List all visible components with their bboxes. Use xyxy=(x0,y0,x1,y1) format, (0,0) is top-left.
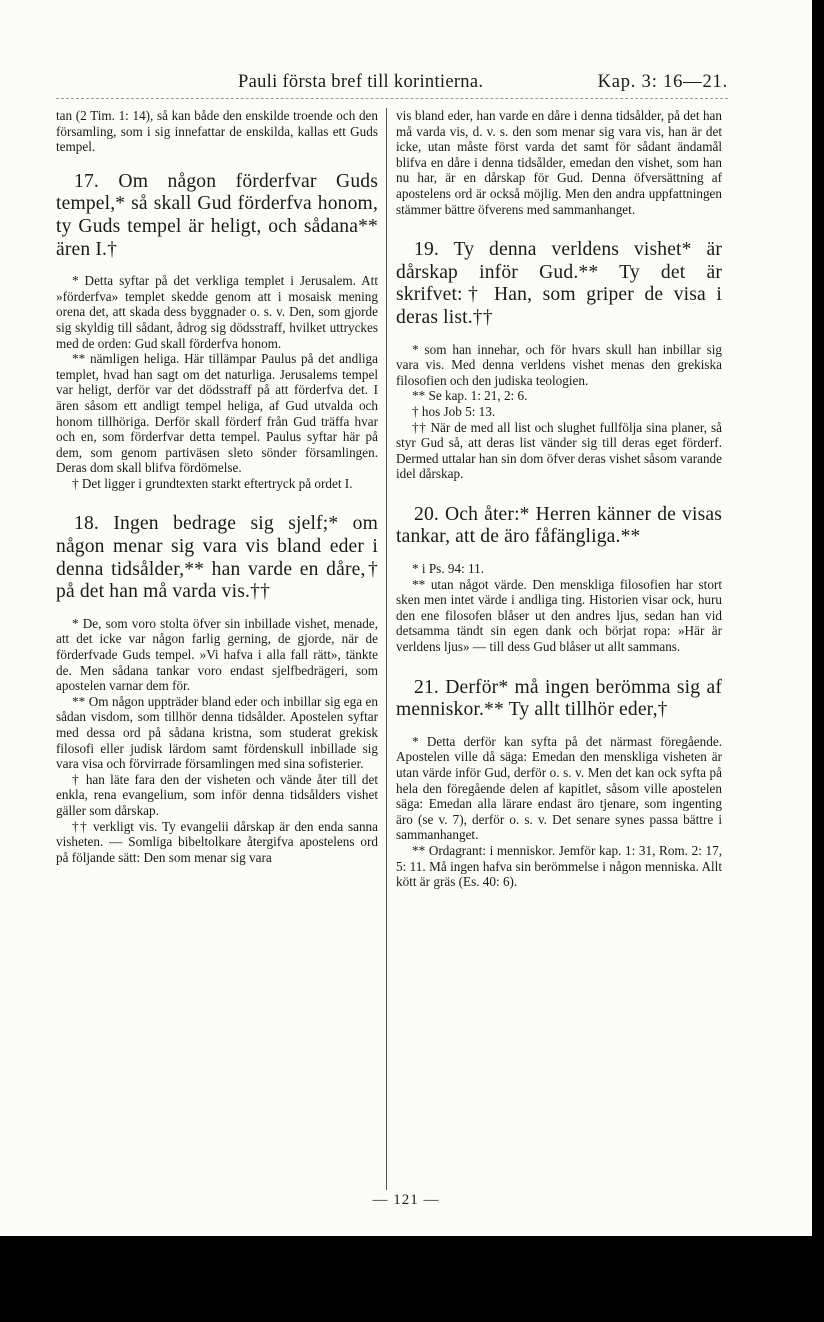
verse-20: 20. Och åter:* Herren känner de visas tankar, att de äro fåfängliga.** xyxy=(396,503,722,548)
note-18-c: † han läte fara den der visheten och vände åter till det enkla, rena evangelium, som inför denna tidsålders vishet gäller som dårskap. xyxy=(56,771,378,818)
intro-continuation: tan (2 Tim. 1: 14), så kan både den enskilde troende och den församling, som i sig innefattar de enskilda, kallas ett Guds tempel. xyxy=(56,108,378,155)
header-rule xyxy=(56,98,728,99)
note-19-d: †† När de med all list och slughet fullfölja sina planer, så styr Gud så, att deras list vänder sig till deras eget förderf. Dermed uttalar han sin dom öfver deras vishet såsom varande idel dårskap. xyxy=(396,419,722,482)
note-21-a: * Detta derför kan syfta på det närmast föregående. Apostelen ville då säga: Emedan den menskliga visheten är utan värde inför Gud, derför o. s. v. Men det kan ock syfta på hela den föregående delen af kapitlet, såsom ville apostelen säga: Emedan alla lärare endast äro tjenare, som ingenting äro (se v. 7), derför o. s. v. Det senare synes passa bättre i sammanhanget. xyxy=(396,733,722,843)
column-divider xyxy=(386,108,387,1190)
note-21-b: ** Ordagrant: i menniskor. Jemför kap. 1: 31, Rom. 2: 17, 5: 11. Må ingen hafva sin berömmelse i någon menniska. Allt kött är gräs (Es. 40: 6). xyxy=(396,842,722,890)
note-19-a: * som han innehar, och för hvars skull han inbillar sig vara vis. Med denna verldens vishet menas den grekiska filosofien och den judiska teologien. xyxy=(396,341,722,388)
left-column xyxy=(56,108,378,1188)
right-column xyxy=(396,108,722,1188)
page-number: — 121 — xyxy=(372,1192,440,1208)
note-18-continuation: vis bland eder, han varde en dåre i denna tidsålder, på det han må varda vis, d. v. s. den som menar sig vara vis, han är det icke, utan måste först varda det samt för sådant ändamål blifva en dåre i denna tidsålder, emedan den vishet, som han nu har, är en dårskap för Gud. Denna öfversättning af apostelens ord är också möjlig. Men den andra uppfattningen stämmer bättre öfverens med sammanhanget. xyxy=(396,108,722,217)
note-18-d: †† verkligt vis. Ty evangelii dårskap är den enda sanna visheten. — Somliga bibeltolkare återgifva apostelens ord på följande sätt: Den som menar sig vara xyxy=(56,818,378,865)
header-title: Pauli första bref till korintierna. xyxy=(238,72,484,92)
note-18-a: * De, som voro stolta öfver sin inbillade vishet, menade, att det icke var någon farlig gerning, de gjorde, när de förderfvade Guds tempel. »Vi hafva i alla fall rätt», tänkte de. Men sådana tankar voro endast sjelfbedrägeri, som apostelen varnar dem för. xyxy=(56,615,378,694)
note-20-a: * i Ps. 94: 11. xyxy=(412,561,485,577)
note-19-b: ** Se kap. 1: 21, 2: 6. xyxy=(412,388,528,404)
note-20-b: ** utan något värde. Den menskliga filosofien har stort sken men intet värde i andliga ting. Historien visar ock, huru den ene filosofen blåser ut den andres ljus, sedan han vid detsamma tändt sin egen dank och börjat ropa: »Här är verldens ljus» — till dess Gud blåser ut allt sammans. xyxy=(396,576,722,655)
verse-18: 18. Ingen bedrage sig sjelf;* om någon menar sig vara vis bland eder i denna tidsålder,** han varde en dåre,† på det han må varda vis.†† xyxy=(56,513,378,603)
running-header xyxy=(238,72,728,98)
header-chapter-ref: Kap. 3: 16—21. xyxy=(597,72,728,92)
verse-19: 19. Ty denna verldens vishet* är dårskap inför Gud.** Ty det är skrifvet:† Han, som griper de visa i deras list.†† xyxy=(396,239,722,328)
verse-21: 21. Derför* må ingen berömma sig af menniskor.** Ty allt tillhör eder,† xyxy=(396,676,722,721)
note-18-b: ** Om någon uppträder bland eder och inbillar sig ega en sådan visdom, som tillhör denna tidsålder. Apostelen syftar med dessa ord på sådana kristna, som studerat grekisk filosofi eller judisk lärdom samt fördenskull inbillade sig vara visa och förvirrade församlingen med sina sofisterier. xyxy=(56,693,378,772)
note-17-b: ** nämligen heliga. Här tillämpar Paulus på det andliga templet, hvad han sagt om det naturliga. Jerusalems tempel var heligt, derför var det dödsstraff på att förderfva det. I ären såsom ett andligt tempel heliga, af Gud utvalda och honom tillhöriga. Derför skall förderf från Gud träffa hvar och en, som förderfvar detta tempel. Paulus syftar här på dem, som genom partiväsen sleto sönder församlingen. Deras dom skall blifva fördömelse. xyxy=(56,351,378,476)
verse-17: 17. Om någon förderfvar Guds tempel,* så skall Gud förderfva honom, ty Guds tempel är heligt, och sådana** ären I.† xyxy=(56,170,378,260)
note-19-c: † hos Job 5: 13. xyxy=(412,403,496,419)
note-17-a: * Detta syftar på det verkliga templet i Jerusalem. Att »förderfva» templet skedde genom att i mosaisk mening orena det, att skada dess byggnader o. s. v. Den, som gjorde sig skyldig till sådant, ådrog sig dödsstraff, hvilket uttryckes med de orden: Gud skall förderfva honom. xyxy=(56,273,378,351)
note-17-c: † Det ligger i grundtexten starkt eftertryck på ordet I. xyxy=(72,475,353,491)
